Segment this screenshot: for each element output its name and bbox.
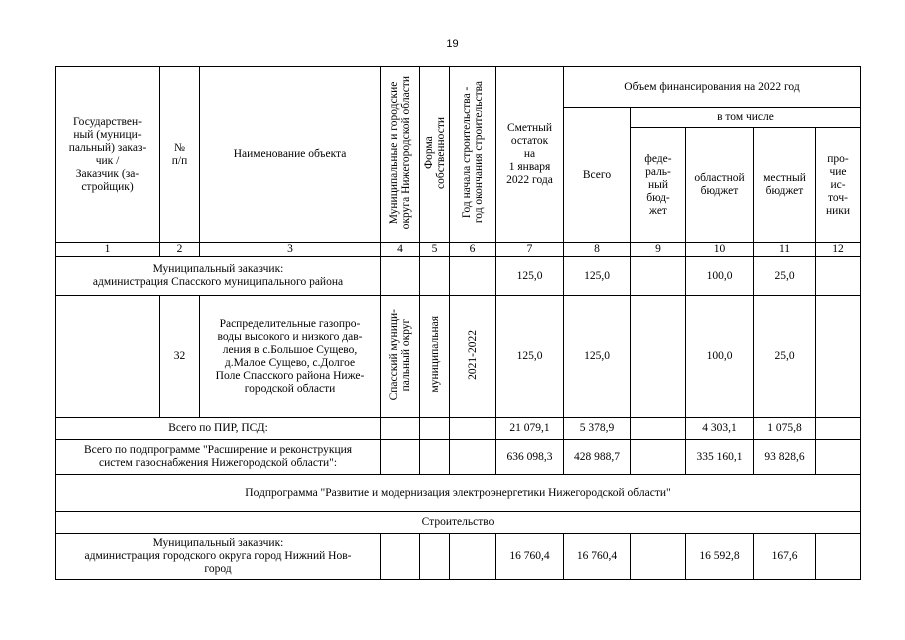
header-regional: областной бюджет	[686, 128, 754, 243]
col-number: 7	[496, 243, 564, 257]
section-title: Строительство	[56, 512, 861, 534]
regional-value: 16 592,8	[686, 534, 754, 580]
federal-value	[631, 534, 686, 580]
remaining-value: 16 760,4	[496, 534, 564, 580]
federal-value	[631, 296, 686, 418]
federal-value	[631, 440, 686, 475]
col-number: 3	[200, 243, 381, 257]
header-municipality: Муниципальные и городские округа Нижегородской области	[381, 67, 420, 243]
remaining-value: 636 098,3	[496, 440, 564, 475]
other-value	[816, 534, 861, 580]
header-local: местный бюджет	[754, 128, 816, 243]
object-number: 32	[160, 296, 200, 418]
object-municipality: Спасский муници- пальный округ	[381, 296, 420, 418]
table-row	[56, 512, 861, 534]
total-value: 125,0	[564, 296, 631, 418]
header-total: Всего	[564, 108, 631, 243]
page-number: 19	[446, 38, 459, 50]
header-num: № п/п	[160, 67, 200, 243]
total-value: 5 378,9	[564, 418, 631, 440]
regional-value: 100,0	[686, 257, 754, 296]
header-years: Год начала строительства - год окончания строительства	[450, 67, 496, 243]
table-row	[56, 534, 861, 580]
header-other: про- чие ис- точ- ники	[816, 128, 861, 243]
col-number: 11	[754, 243, 816, 257]
header-ownership: Форма собственности	[420, 67, 450, 243]
local-value: 1 075,8	[754, 418, 816, 440]
other-value	[816, 296, 861, 418]
col-number: 9	[631, 243, 686, 257]
federal-value	[631, 418, 686, 440]
local-value: 25,0	[754, 257, 816, 296]
object-years: 2021-2022	[450, 296, 496, 418]
table-row	[56, 418, 861, 440]
federal-value	[631, 257, 686, 296]
col-number: 1	[56, 243, 160, 257]
regional-value: 4 303,1	[686, 418, 754, 440]
total-value: 428 988,7	[564, 440, 631, 475]
column-numbers-row	[56, 243, 861, 257]
table-row	[56, 440, 861, 475]
header-federal: феде- раль- ный бюд- жет	[631, 128, 686, 243]
col-number: 4	[381, 243, 420, 257]
table-row	[56, 296, 861, 418]
col-number: 5	[420, 243, 450, 257]
other-value	[816, 257, 861, 296]
col-number: 8	[564, 243, 631, 257]
remaining-value: 125,0	[496, 296, 564, 418]
total-value: 125,0	[564, 257, 631, 296]
header-financing: Объем финансирования на 2022 год	[564, 67, 861, 108]
object-ownership: муниципальная	[420, 296, 450, 418]
remaining-value: 125,0	[496, 257, 564, 296]
table-row	[56, 257, 861, 296]
remaining-value: 21 079,1	[496, 418, 564, 440]
header-object-name: Наименование объекта	[200, 67, 381, 243]
table-row	[56, 475, 861, 512]
regional-value: 335 160,1	[686, 440, 754, 475]
local-value: 167,6	[754, 534, 816, 580]
local-value: 93 828,6	[754, 440, 816, 475]
subprogram-title: Подпрограмма "Развитие и модернизация электроэнергетики Нижегородской области"	[56, 475, 861, 512]
financing-table	[55, 66, 861, 580]
col-number: 10	[686, 243, 754, 257]
object-name: Распределительные газопро- воды высокого и низкого дав- ления в с.Большое Сущево, д.Малое Сущево, с.Долгое Поле Спасского района Ниже- городской области	[200, 296, 381, 418]
other-value	[816, 440, 861, 475]
customer-label: Муниципальный заказчик: администрация городского округа город Нижний Нов- город	[56, 534, 381, 580]
header-remaining: Сметный остаток на 1 января 2022 года	[496, 67, 564, 243]
regional-value: 100,0	[686, 296, 754, 418]
header-customer: Государствен- ный (муници- пальный) заказ- чик / Заказчик (за- стройщик)	[56, 67, 160, 243]
total-pir-label: Всего по ПИР, ПСД:	[56, 418, 381, 440]
col-number: 12	[816, 243, 861, 257]
other-value	[816, 418, 861, 440]
col-number: 6	[450, 243, 496, 257]
total-subprogram-label: Всего по подпрограмме "Расширение и реконструкция систем газоснабжения Нижегородской области":	[56, 440, 381, 475]
customer-label: Муниципальный заказчик: администрация Спасского муниципального района	[56, 257, 381, 296]
header-including: в том числе	[631, 108, 861, 128]
total-value: 16 760,4	[564, 534, 631, 580]
local-value: 25,0	[754, 296, 816, 418]
col-number: 2	[160, 243, 200, 257]
